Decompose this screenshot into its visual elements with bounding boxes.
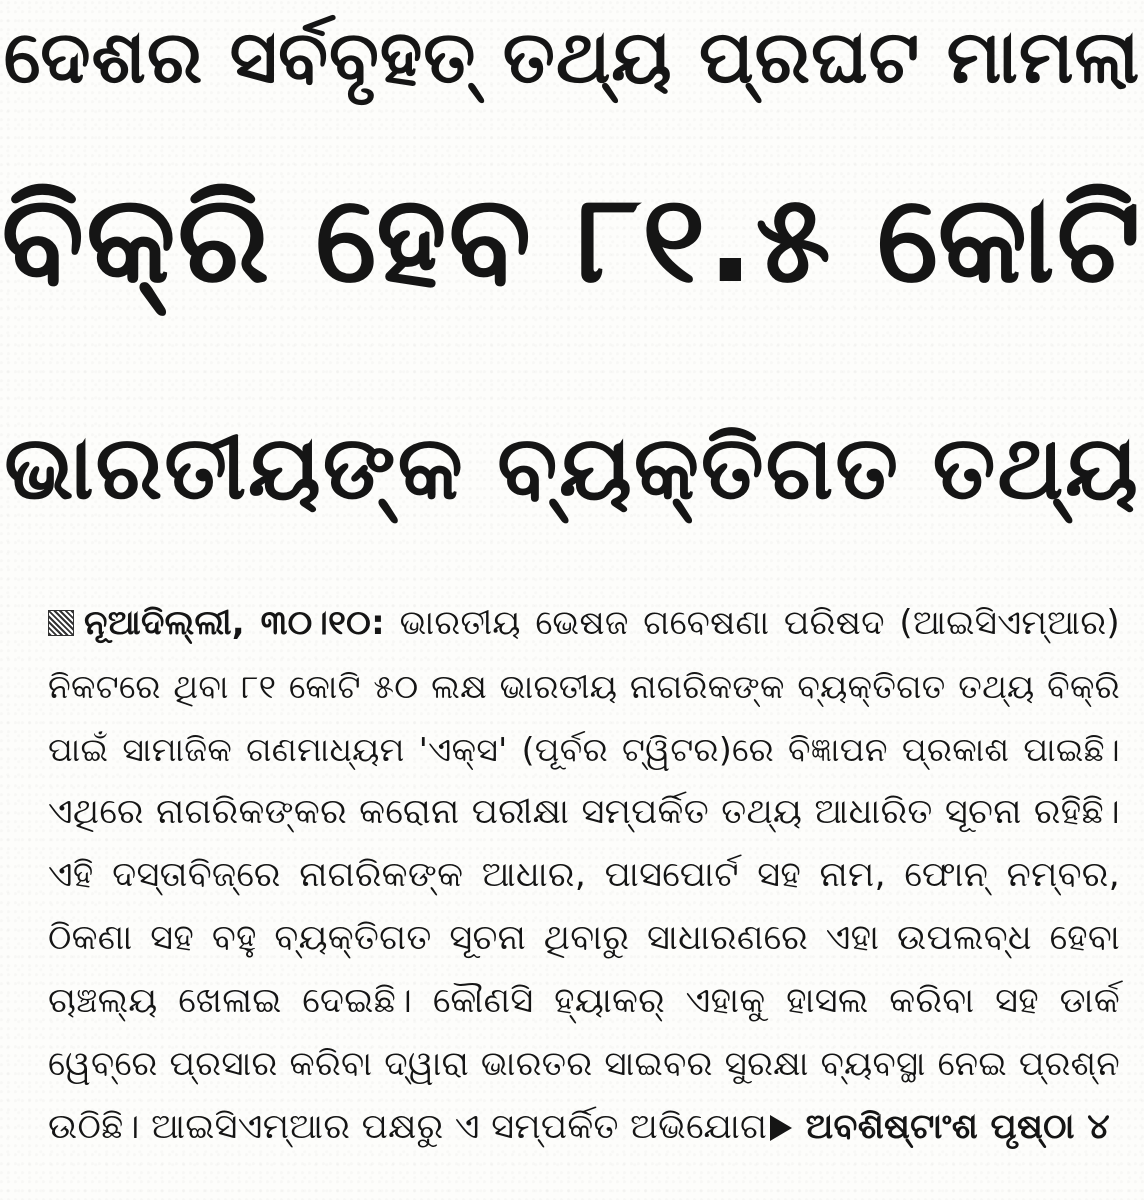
article-line-text: ଉଠିଛି। ଆଇସିଏମ୍ଆର ପକ୍ଷରୁ ଏ ସମ୍ପର୍କିତ ଅଭିଯୋଗ [48, 1107, 768, 1147]
article-line: ଏହି ଦସ୍ତାବିଜ୍‌ରେ ନାଗରିକଙ୍କ ଆଧାର, ପାସପୋର୍ଟ ସହ ନାମ, ଫୋନ୍ ନମ୍ବର, [48, 855, 1120, 895]
continued-on-page [770, 1096, 1110, 1159]
main-headline-line-2: ଭାରତୀୟଙ୍କ ବ୍ୟକ୍ତିଗତ ତଥ୍ୟ [4, 416, 1140, 519]
play-arrow-icon [770, 1115, 792, 1141]
article-body [48, 592, 1120, 1159]
main-headline-line-1: ବିକ୍ରି ହେବ ୮୧.୫ କୋଟି [1, 169, 1143, 310]
article-line: ଚାଞ୍ଚଲ୍ୟ ଖେଳାଇ ଦେଇଛି। କୌଣସି ହ୍ୟାକର୍ ଏହାକୁ ହାସଲ କରିବା ସହ ଡାର୍କ [48, 981, 1120, 1021]
article-line: ନିକଟରେ ଥିବା ୮୧ କୋଟି ୫୦ ଲକ୍ଷ ଭାରତୀୟ ନାଗରିକଙ୍କ ବ୍ୟକ୍ତିଗତ ତଥ୍ୟ ବିକ୍ରି [48, 667, 1120, 706]
kicker-headline: ଦେଶର ସର୍ବବୃହତ୍ ତଥ୍ୟ ପ୍ରଘଟ ମାମଲା [3, 15, 1141, 100]
article-line-text: ଭାରତୀୟ ଭେଷଜ ଗବେଷଣା ପରିଷଦ (ଆଇସିଏମ୍ଆର) [399, 603, 1120, 643]
dateline: ନୂଆଦିଲ୍ଲୀ, ୩୦।୧୦: [84, 603, 385, 643]
bullet-icon [48, 610, 74, 636]
article-line: ଏଥିରେ ନାଗରିକଙ୍କର କରୋନା ପରୀକ୍ଷା ସମ୍ପର୍କିତ ତଥ୍ୟ ଆଧାରିତ ସୂଚନା ରହିଛି। [48, 792, 1120, 832]
continued-label: ଅବଶିଷ୍ଟାଂଶ ପୃଷ୍ଠା ୪ [805, 1107, 1110, 1147]
article-line: ପାଇଁ ସାମାଜିକ ଗଣମାଧ୍ୟମ 'ଏକ୍ସ' (ପୂର୍ବର ଟ୍ୱିଟର)ରେ ବିଜ୍ଞାପନ ପ୍ରକାଶ ପାଇଛି। [48, 730, 1120, 769]
article-line: ୱେବ୍‌ରେ ପ୍ରସାର କରିବା ଦ୍ୱାରା ଭାରତର ସାଇବର ସୁରକ୍ଷା ବ୍ୟବସ୍ଥା ନେଇ ପ୍ରଶ୍ନ [48, 1044, 1120, 1084]
article-line [48, 592, 1120, 655]
article-line-last [48, 1096, 1120, 1159]
article-line: ଠିକଣା ସହ ବହୁ ବ୍ୟକ୍ତିଗତ ସୂଚନା ଥିବାରୁ ସାଧାରଣରେ ଏହା ଉପଲବ୍ଧ ହେବା [48, 918, 1120, 958]
